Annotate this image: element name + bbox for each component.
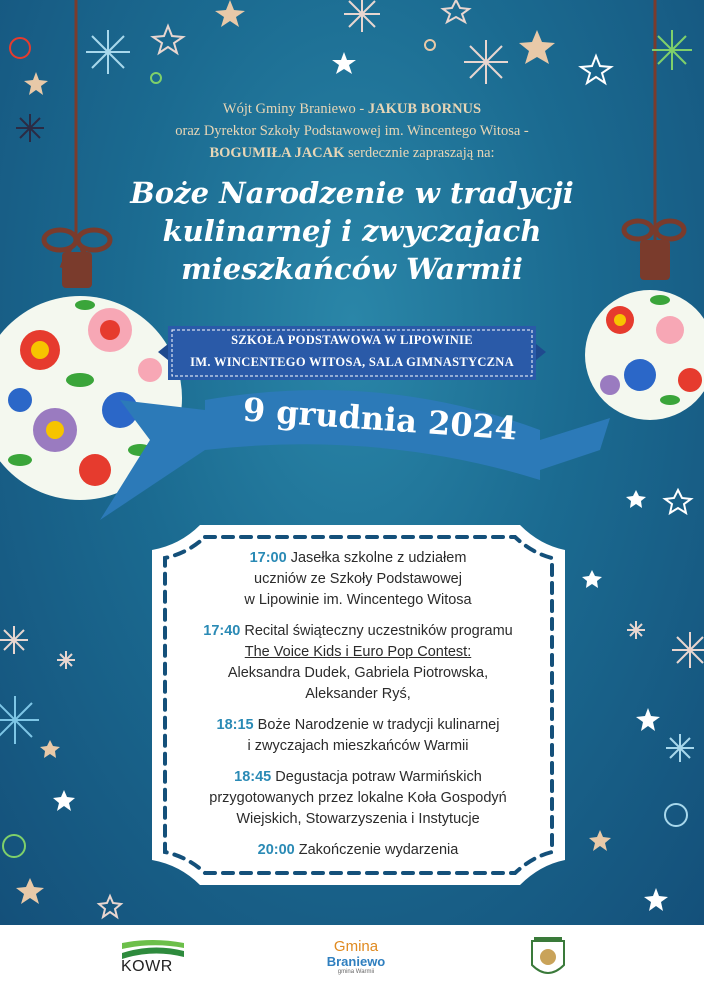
- program-item: 17:40 Recital świąteczny uczestników programu The Voice Kids i Euro Pop Contest: Aleksandra Dudek, Gabriela Piotrowska, Aleksander Ryś,: [160, 621, 556, 705]
- venue-line-2: IM. WINCENTEGO WITOSA, SALA GIMNASTYCZNA: [190, 355, 514, 369]
- title-line-1: Boże Narodzenie w tradycji: [130, 176, 574, 210]
- event-title: [110, 174, 594, 288]
- director-name: BOGUMIŁA JACAK: [209, 145, 345, 161]
- venue-text: [160, 324, 544, 380]
- venue-line-1: SZKOŁA PODSTAWOWA W LIPOWINIE: [231, 333, 473, 347]
- program-item: 20:00 Zakończenie wydarzenia: [257, 842, 459, 858]
- ornament-ball-right-icon: [585, 290, 704, 420]
- program-time: 18:15: [216, 717, 254, 733]
- intro-text: [120, 98, 584, 164]
- ornament-cap-left: [62, 252, 92, 288]
- program-item: 18:15 Boże Narodzenie w tradycji kulinarnej i zwyczajach mieszkańców Warmii: [216, 717, 500, 754]
- program-time: 17:40: [203, 623, 241, 639]
- mayor-name: JAKUB BORNUS: [367, 101, 482, 117]
- intro-line-2: oraz Dyrektor Szkoły Podstawowej im. Wincentego Witosa -: [175, 123, 529, 139]
- program-time: 18:45: [234, 769, 272, 785]
- gmina-braniewo-logo: Gmina Braniewo gmina Warmii: [326, 938, 386, 975]
- title-line-3: mieszkańców Warmii: [181, 252, 523, 286]
- kowr-logo-text: KOWR: [121, 958, 173, 975]
- school-emblem-icon: [528, 935, 568, 983]
- intro-line-3: BOGUMIŁA JACAK serdecznie zapraszają na:: [209, 145, 495, 161]
- program-contest-names: The Voice Kids i Euro Pop Contest:: [244, 644, 472, 660]
- program-time: 20:00: [257, 842, 295, 858]
- program-time: 17:00: [249, 550, 287, 566]
- intro-line-1: Wójt Gminy Braniewo - JAKUB BORNUS: [222, 101, 482, 117]
- footer-logos: [0, 925, 704, 1000]
- event-date: 9 grudnia 2024: [241, 390, 519, 448]
- ornament-cap-right: [640, 240, 670, 280]
- title-line-2: kulinarnej i zwyczajach: [162, 214, 542, 248]
- program-item: 17:00 Jasełka szkolne z udziałem uczniów ze Szkoły Podstawowej w Lipowinie im. Wincentego Witosa: [244, 550, 472, 608]
- program-list: [160, 548, 556, 871]
- program-item: 18:45 Degustacja potraw Warmińskich przygotowanych przez lokalne Koła Gospodyń Wiejskich, Stowarzyszenia i Instytucje: [209, 769, 507, 827]
